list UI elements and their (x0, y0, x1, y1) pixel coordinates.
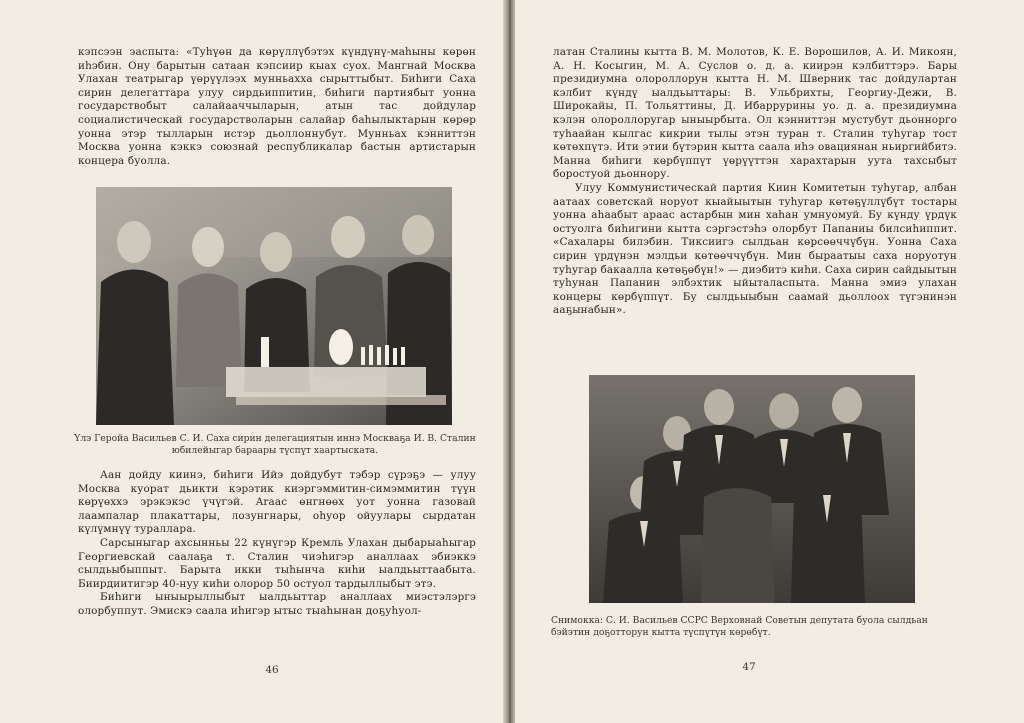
right-page-number: 47 (742, 661, 756, 673)
delegation-photo-image (96, 187, 452, 425)
left-paragraph: Биһиги ыныырыллыбыт ыалдьыттар аналлаах миэстэлэргэ олорбуппут. Эмискэ саала иһигэр ытыс тыаһынан доҕуһуол- (78, 591, 476, 617)
left-page (0, 0, 505, 723)
left-paragraph: Сарсыныгар ахсынньы 22 күнүгэр Кремль Улахан дыбарыаһыгар Георгиевскай саалаҕа т. Сталин чиэһигэр аналлаах эбиэккэ сылдьыбыппыт. Барыта икки тыһынча киһи ыалдьыттаабыта. Биирдиитигэр 40-нуу киһи олорор 50 остуол тардыллыбыт этэ. (78, 536, 476, 590)
group-photo-image (589, 375, 915, 603)
group-photo-caption: Снимокка: С. И. Васильев ССРС Верховнай Советын депутата буола сылдьан бэйэтин доҕотторун кытта түспүтүн көрөбүт. (551, 615, 928, 638)
delegation-photo (96, 187, 452, 425)
right-paragraph: Улуу Коммунистическай партия Киин Комитетын туһугар, албан аатаах советскай норуот кыайыытын туһугар көтөҕүллүбүт тостары уонна аһаабыт араас астарбын мин хаһан умнуомуй. Бу күнду үрдүк остуолга биһигини кытта сэргэстэһэ олорбут Папаниы билсиһиппит. «Сахалары билэбин. Тиксиигэ сылдьан көрсөөччүбүн. Уонна Саха сирин үрдүнэн мэлдьи көтөөччүбүн. Мин быраатыы саха норуотун туһугар бакаалла көтөҕөбүн!» — диэбитэ киһи. Саха сирин сайдыытын туһунан Папанин элбэхтик ыйыталаспыта. Манна эмиэ улахан концеры көрбүппүт. Бу сылдьыыбын саамай дьоллоох түгэнинэн ааҕынабын». (553, 181, 957, 317)
left-text-top (78, 46, 476, 168)
left-paragraph: кэпсээн эаспыта: «Туһүөн да көрүллүбэтэх күндүнү-маһыны көрөн иһэбин. Ону барытын сатаан кэпсиир кыах суох. Мангнай Москва Улахан театрыгар үөрүүлээх мунньахха сырыттыбыт. Биһиги Саха сирин делегаттара улуу сирдьиппитин, биһиги партиябыт уонна государствобыт салайааччыларын, атын тас дойдулар социалистическай государстволарын салайар баһылыктарын көрөр уонна этэр тылларын истэр дьоллоннубут. Мунньах кэнниттэн Москва уонна кэккэ союзнай республикалар бастын артистарын концера буолла. (78, 46, 476, 167)
group-photo (589, 375, 915, 603)
delegation-photo-caption: Үлэ Геройа Васильев С. И. Саха сирин делегациятын иннэ Москваҕа И. В. Сталин юбилейыгар бараары түспүт хаартыската. (74, 433, 476, 456)
right-page (515, 0, 1024, 723)
left-paragraph: Аан дойду киинэ, биһиги Ийэ дойдубут тэбэр сүрэҕэ — улуу Москва куорат дьикти кэрэтик киэргэммитин-симэммитин түүн көрүөххэ эрэкэкэс үчүгэй. Araас өнгнөөх уот уонна газовай лаампалар плакаттары, лозунгнары, оһуор ойуулары сырдатан күлүмнүү туралларa. (78, 469, 476, 536)
right-paragraph: латан Сталины кытта В. М. Молотов, К. Е. Ворошилов, А. И. Микоян, А. Н. Косыгин, М. А. Суслов о. д. а. киирэн кэлбиттэрэ. Бары президиумна олороллорун кытта Н. М. Шверник тас дойдулартан кэлбит күндү ыалдьыттары: В. Ульбрихты, Георгиу-Дежи, В. Широкайы, П. Тольяттины, Д. Ибаррурины уо. д. а. президиумна кэлэн олороллоругар ыныырбыта. Ол кэнниттэн мустубут дьонноргo туһаайан кылгас кикрии тылы этэн туран т. Сталин туһугар тост көтөхпүтэ. Ити этии бүтэрин кытта саала иһэ овациянан ньиргийбитэ. Манна биһиги көрбүппүт үөрүүттэн харахтарын уута тахсыбыт боростуой дьоннору. (553, 46, 957, 181)
left-text-bottom (78, 469, 476, 619)
left-page-number: 46 (265, 664, 279, 676)
right-text-top (553, 46, 957, 318)
